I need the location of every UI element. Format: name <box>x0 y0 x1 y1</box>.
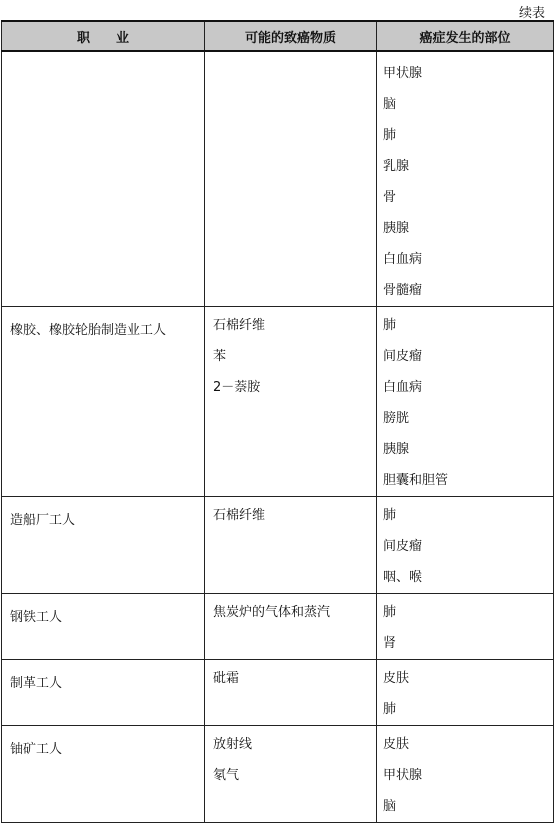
occupation-cell <box>2 51 205 307</box>
cancer-site: 间皮瘤 <box>383 349 423 364</box>
table-header-row <box>2 21 554 51</box>
carcinogen: 焦炭炉的气体和蒸汽 <box>213 605 331 620</box>
carcinogen: 砒霜 <box>213 671 240 686</box>
cancer-site-cell <box>377 594 554 660</box>
occupation-cell <box>2 497 205 594</box>
cancer-site: 肺 <box>383 508 397 523</box>
header-cancer-sites: 癌症发生的部位 <box>377 21 554 51</box>
occupation-cell <box>2 726 205 823</box>
cancer-site: 甲状腺 <box>383 768 423 783</box>
carcinogen: 氡气 <box>213 768 240 783</box>
table-row <box>2 497 554 594</box>
carcinogen: 石棉纤维 <box>213 318 266 333</box>
carcinogen-cell <box>205 307 377 497</box>
continuation-label: 续表 <box>518 6 545 21</box>
cancer-site: 白血病 <box>383 380 423 395</box>
occupation-name: 橡胶、橡胶轮胎制造业工人 <box>10 323 167 338</box>
carcinogen: 石棉纤维 <box>213 508 266 523</box>
table-row <box>2 660 554 726</box>
carcinogen-cell <box>205 594 377 660</box>
cancer-site-cell <box>377 660 554 726</box>
cancer-site: 皮肤 <box>383 737 410 752</box>
cancer-site: 乳腺 <box>383 159 410 174</box>
carcinogen: 2－萘胺 <box>213 380 261 395</box>
carcinogen-cell <box>205 51 377 307</box>
cancer-site-cell <box>377 497 554 594</box>
occupation-name: 制革工人 <box>10 676 63 691</box>
occupation-cell <box>2 594 205 660</box>
cancer-site: 膀胱 <box>383 411 410 426</box>
cancer-site: 甲状腺 <box>383 66 423 81</box>
occupation-cell <box>2 307 205 497</box>
cancer-site: 肺 <box>383 128 397 143</box>
cancer-site: 胆囊和胆管 <box>383 473 449 488</box>
carcinogen: 放射线 <box>213 737 253 752</box>
cancer-site: 骨 <box>383 190 397 205</box>
cancer-site: 间皮瘤 <box>383 539 423 554</box>
cancer-site: 肺 <box>383 605 397 620</box>
cancer-site: 脑 <box>383 799 397 814</box>
occupation-name: 铀矿工人 <box>10 742 63 757</box>
table-row <box>2 307 554 497</box>
cancer-site-cell <box>377 307 554 497</box>
carcinogen-cell <box>205 660 377 726</box>
carcinogen: 苯 <box>213 349 227 364</box>
cancer-site-cell <box>377 51 554 307</box>
cancer-site: 肺 <box>383 318 397 333</box>
carcinogen-cell <box>205 726 377 823</box>
carcinogen-cell <box>205 497 377 594</box>
table-row <box>2 594 554 660</box>
cancer-site: 骨髓瘤 <box>383 283 423 298</box>
cancer-site: 胰腺 <box>383 442 410 457</box>
occupation-name: 造船厂工人 <box>10 513 76 528</box>
occupation-cell <box>2 660 205 726</box>
cancer-site-cell <box>377 726 554 823</box>
cancer-site: 肺 <box>383 702 397 717</box>
header-carcinogens: 可能的致癌物质 <box>205 21 377 51</box>
table-row <box>2 51 554 307</box>
occupation-name: 钢铁工人 <box>10 610 63 625</box>
header-occupation: 职 业 <box>2 21 205 51</box>
cancer-site: 皮肤 <box>383 671 410 686</box>
occupational-cancer-table <box>1 20 554 823</box>
cancer-site: 胰腺 <box>383 221 410 236</box>
cancer-site: 白血病 <box>383 252 423 267</box>
cancer-site: 肾 <box>383 636 397 651</box>
table-row <box>2 726 554 823</box>
cancer-site: 咽、喉 <box>383 570 423 585</box>
cancer-site: 脑 <box>383 97 397 112</box>
